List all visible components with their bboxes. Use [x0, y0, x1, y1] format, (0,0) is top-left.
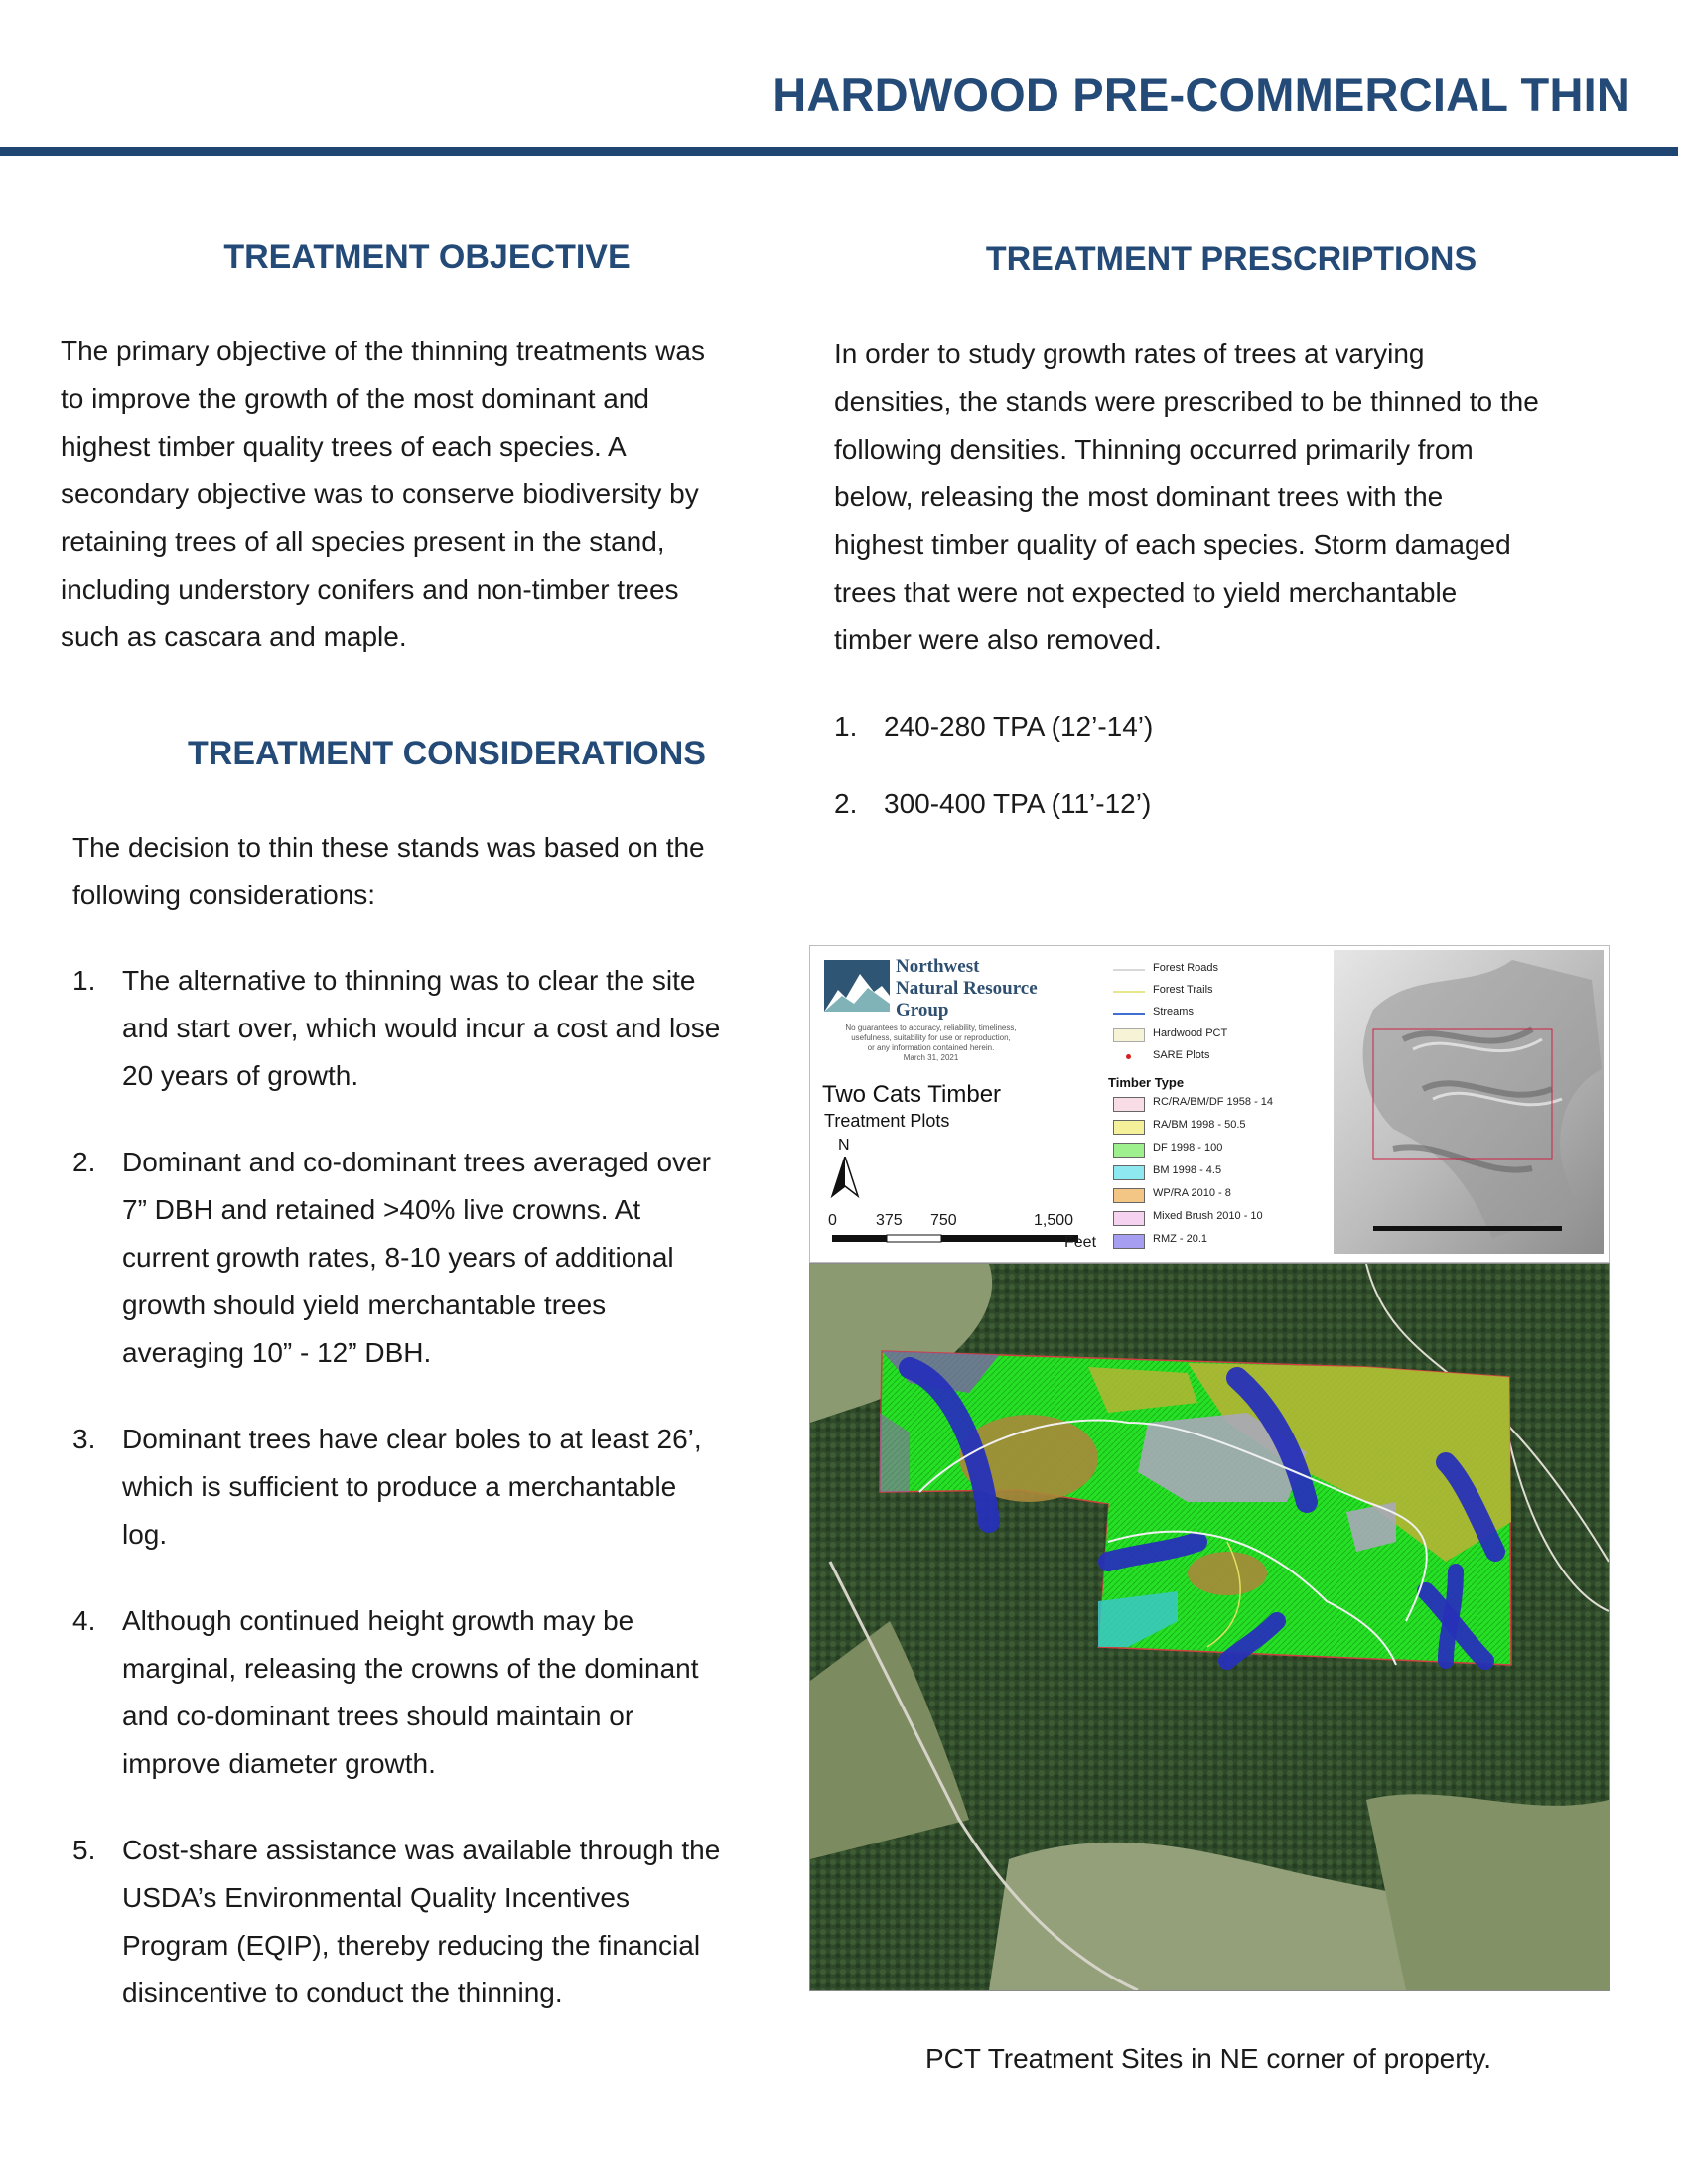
title-rule: [0, 147, 1678, 156]
list-number: 2.: [834, 788, 858, 819]
consideration-line: and start over, which would incur a cost and lose: [122, 1013, 721, 1043]
objective-line: to improve the growth of the most dominant and: [61, 383, 649, 414]
consideration-line: Although continued height growth may be: [122, 1605, 634, 1636]
org-name-line-3: Group: [896, 1000, 949, 1021]
objective-line: highest timber quality trees of each species. A: [61, 431, 627, 462]
north-arrow-icon: [830, 1157, 860, 1200]
scale-tick-375: 375: [876, 1212, 903, 1229]
legend-symbol: [1126, 1054, 1131, 1059]
consideration-line: and co-dominant trees should maintain or: [122, 1701, 634, 1731]
hillshade-inset-map: [1334, 950, 1604, 1254]
timber-type-swatch: [1113, 1097, 1145, 1112]
timber-type-label: RMZ - 20.1: [1153, 1233, 1208, 1245]
objective-line: secondary objective was to conserve biodiversity by: [61, 478, 699, 509]
prescription-text: 300-400 TPA (11’-12’): [884, 788, 1152, 819]
list-number: 5.: [72, 1835, 96, 1865]
disclaimer-line: or any information contained herein.: [867, 1043, 995, 1052]
legend-symbol: [1113, 991, 1145, 993]
scale-tick-750: 750: [930, 1212, 957, 1229]
timber-type-swatch: [1113, 1165, 1145, 1180]
consideration-line: The alternative to thinning was to clear the site: [122, 965, 696, 996]
disclaimer-line: No guarantees to accuracy, reliability, timeliness,: [845, 1024, 1017, 1032]
list-number: 3.: [72, 1424, 96, 1454]
legend-symbol: [1113, 1013, 1145, 1015]
disclaimer-line: March 31, 2021: [903, 1053, 959, 1062]
prescriptions-paragraph: [834, 331, 1628, 664]
prescriptions-line: In order to study growth rates of trees at varying: [834, 339, 1425, 369]
objective-line: retaining trees of all species present in the stand,: [61, 526, 665, 557]
timber-type-label: BM 1998 - 4.5: [1153, 1164, 1222, 1176]
prescriptions-line: timber were also removed.: [834, 624, 1162, 655]
consideration-line: current growth rates, 8-10 years of additional: [122, 1242, 674, 1273]
consideration-line: 20 years of growth.: [122, 1060, 359, 1091]
consideration-line: improve diameter growth.: [122, 1748, 436, 1779]
legend-label: Forest Roads: [1153, 962, 1219, 974]
legend-label: Streams: [1153, 1006, 1194, 1018]
timber-type-label: RC/RA/BM/DF 1958 - 14: [1153, 1096, 1274, 1108]
objective-line: including understory conifers and non-timber trees: [61, 574, 679, 605]
prescriptions-line: trees that were not expected to yield merchantable: [834, 577, 1458, 608]
aerial-map-image: [809, 1263, 1610, 1991]
objective-paragraph: [61, 328, 815, 661]
consideration-line: marginal, releasing the crowns of the dominant: [122, 1653, 699, 1684]
consideration-item: [72, 957, 827, 1100]
list-number: 2.: [72, 1147, 96, 1177]
consideration-line: averaging 10” - 12” DBH.: [122, 1337, 432, 1368]
figure-caption: PCT Treatment Sites in NE corner of property.: [924, 2043, 1492, 2074]
prescription-item: [834, 703, 1529, 751]
map-disclaimer: [824, 1024, 1038, 1063]
north-label: N: [838, 1137, 850, 1154]
objective-line: such as cascara and maple.: [61, 621, 407, 652]
prescriptions-line: below, releasing the most dominant trees with the: [834, 481, 1444, 512]
prescriptions-heading: TREATMENT PRESCRIPTIONS: [985, 240, 1477, 278]
objective-line: The primary objective of the thinning treatments was: [61, 336, 705, 366]
consideration-line: 7” DBH and retained >40% live crowns. At: [122, 1194, 641, 1225]
timber-type-swatch: [1113, 1143, 1145, 1158]
org-name-line-2: Natural Resource: [896, 978, 1038, 999]
consideration-line: Cost-share assistance was available through the: [122, 1835, 721, 1865]
prescriptions-list: [834, 703, 1529, 858]
list-number: 4.: [72, 1605, 96, 1636]
consideration-line: which is sufficient to produce a merchantable: [122, 1471, 677, 1502]
consideration-item: [72, 1139, 827, 1377]
consideration-line: disincentive to conduct the thinning.: [122, 1978, 563, 2008]
timber-type-heading: Timber Type: [1108, 1075, 1185, 1090]
consideration-item: [72, 1597, 827, 1788]
consideration-line: USDA’s Environmental Quality Incentives: [122, 1882, 630, 1913]
timber-type-swatch: [1113, 1234, 1145, 1249]
legend-symbol: [1113, 969, 1145, 971]
org-name-line-1: Northwest: [896, 956, 980, 977]
prescription-text: 240-280 TPA (12’-14’): [884, 711, 1154, 742]
legend-symbol: [1113, 1028, 1145, 1042]
list-number: 1.: [834, 711, 858, 742]
timber-type-swatch: [1113, 1120, 1145, 1135]
timber-type-swatch: [1113, 1211, 1145, 1226]
consideration-line: Program (EQIP), thereby reducing the financial: [122, 1930, 701, 1961]
map-legend-panel: [809, 945, 1610, 1263]
disclaimer-line: usefulness, suitability for use or reproduction,: [851, 1033, 1011, 1042]
consideration-line: Dominant and co-dominant trees averaged over: [122, 1147, 712, 1177]
timber-type-swatch: [1113, 1188, 1145, 1203]
considerations-heading: TREATMENT CONSIDERATIONS: [188, 735, 706, 772]
legend-label: SARE Plots: [1153, 1049, 1210, 1061]
consideration-line: log.: [122, 1519, 168, 1550]
map-title: Two Cats Timber: [822, 1081, 1002, 1108]
timber-type-label: DF 1998 - 100: [1153, 1142, 1223, 1154]
consideration-item: [72, 1416, 827, 1559]
consideration-line: Dominant trees have clear boles to at least 26’,: [122, 1424, 702, 1454]
legend-label: Forest Trails: [1153, 984, 1213, 996]
considerations-intro-line: The decision to thin these stands was based on the: [72, 832, 705, 863]
list-number: 1.: [72, 965, 96, 996]
considerations-list: [72, 957, 827, 2056]
considerations-intro-line: following considerations:: [72, 880, 376, 910]
prescriptions-line: following densities. Thinning occurred primarily from: [834, 434, 1474, 465]
page-title: HARDWOOD PRE-COMMERCIAL THIN: [773, 68, 1630, 121]
mountain-logo-icon: [824, 960, 890, 1012]
timber-type-label: WP/RA 2010 - 8: [1153, 1187, 1231, 1199]
prescription-item: [834, 780, 1529, 828]
map-subtitle: Treatment Plots: [824, 1111, 950, 1131]
timber-type-label: RA/BM 1998 - 50.5: [1153, 1119, 1246, 1131]
objective-heading: TREATMENT OBJECTIVE: [223, 238, 631, 276]
scale-bar: [832, 1234, 1080, 1244]
prescriptions-line: highest timber quality of each species. Storm damaged: [834, 529, 1511, 560]
scale-tick-1500: 1,500: [1034, 1212, 1074, 1229]
consideration-line: growth should yield merchantable trees: [122, 1290, 607, 1320]
legend-label: Hardwood PCT: [1153, 1027, 1228, 1039]
scale-unit: Feet: [1064, 1234, 1097, 1251]
consideration-item: [72, 1827, 827, 2017]
scale-tick-0: 0: [828, 1212, 837, 1229]
prescriptions-line: densities, the stands were prescribed to be thinned to the: [834, 386, 1539, 417]
timber-type-label: Mixed Brush 2010 - 10: [1153, 1210, 1263, 1222]
considerations-intro: [72, 824, 827, 919]
